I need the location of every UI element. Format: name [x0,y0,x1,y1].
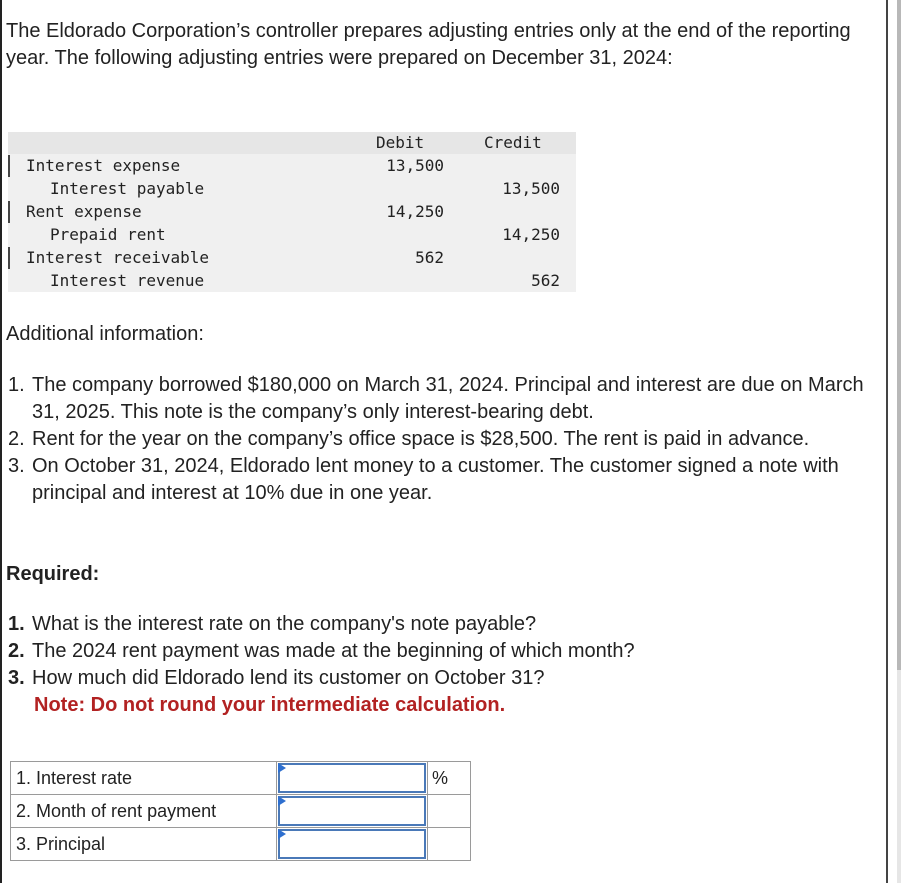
item-number: 1. [8,374,25,396]
list-item [8,638,635,665]
input-flag-icon [278,763,286,773]
item-text: Rent for the year on the company’s office space is $28,500. The rent is paid in advance. [32,428,810,450]
journal-credit: 14,250 [502,225,560,244]
required-list [8,611,635,719]
answer-row [11,795,471,828]
unit-label [428,828,471,861]
item-text: The 2024 rent payment was made at the beginning of which month? [32,640,635,662]
entry-marker [8,155,10,177]
unit-label [428,795,471,828]
right-border [886,0,888,883]
interest-rate-input[interactable] [277,762,428,795]
entry-marker [8,201,10,223]
answer-label: 2. Month of rent payment [11,795,277,828]
problem-intro: The Eldorado Corporation’s controller prepares adjusting entries only at the end of the reporting year. The following adjusting entries were prepared on December 31, 2024: [6,20,851,69]
list-item [8,372,883,426]
item-number: 3. [8,667,25,689]
left-border [0,0,2,883]
adjusting-entries-table [8,132,576,292]
input-box[interactable] [278,829,426,859]
journal-account: Rent expense [26,202,142,221]
principal-input[interactable] [277,828,428,861]
unit-label: % [428,762,471,795]
answer-label: 3. Principal [11,828,277,861]
journal-account: Interest revenue [50,271,205,290]
journal-debit: 562 [415,248,444,267]
journal-account: Interest payable [50,179,205,198]
item-text: The company borrowed $180,000 on March 31, 2024. Principal and interest are due on March 31, 2025. This note is the company’s only interest-bearing debt. [32,374,864,423]
item-text: On October 31, 2024, Eldorado lent money to a customer. The customer signed a note with principal and interest at 10% due in one year. [32,455,839,504]
journal-account: Prepaid rent [50,225,166,244]
credit-header: Credit [484,133,542,152]
answer-row [11,762,471,795]
additional-info-list [8,372,883,507]
journal-credit: 562 [531,271,560,290]
input-box[interactable] [278,796,426,826]
item-number: 3. [8,455,25,477]
month-input[interactable] [277,795,428,828]
item-text: What is the interest rate on the company's note payable? [32,613,537,635]
item-number: 2. [8,640,25,662]
answer-row [11,828,471,861]
scrollbar-thumb[interactable] [897,0,901,670]
item-number: 1. [8,613,25,635]
list-item [8,611,635,638]
item-number: 2. [8,428,25,450]
answer-table [10,761,471,861]
journal-debit: 14,250 [386,202,444,221]
list-item [8,426,883,453]
journal-account: Interest expense [26,156,181,175]
journal-debit: 13,500 [386,156,444,175]
entry-marker [8,247,10,269]
rounding-note: Note: Do not round your intermediate calculation. [34,694,506,716]
journal-credit: 13,500 [502,179,560,198]
list-item [8,453,883,507]
list-item [8,665,635,692]
answer-label: 1. Interest rate [11,762,277,795]
item-text: How much did Eldorado lend its customer on October 31? [32,667,545,689]
input-box[interactable] [278,763,426,793]
debit-header: Debit [376,133,425,152]
required-heading: Required: [6,563,100,585]
journal-account: Interest receivable [26,248,210,267]
input-flag-icon [278,796,286,806]
additional-info-heading: Additional information: [6,323,204,345]
input-flag-icon [278,829,286,839]
